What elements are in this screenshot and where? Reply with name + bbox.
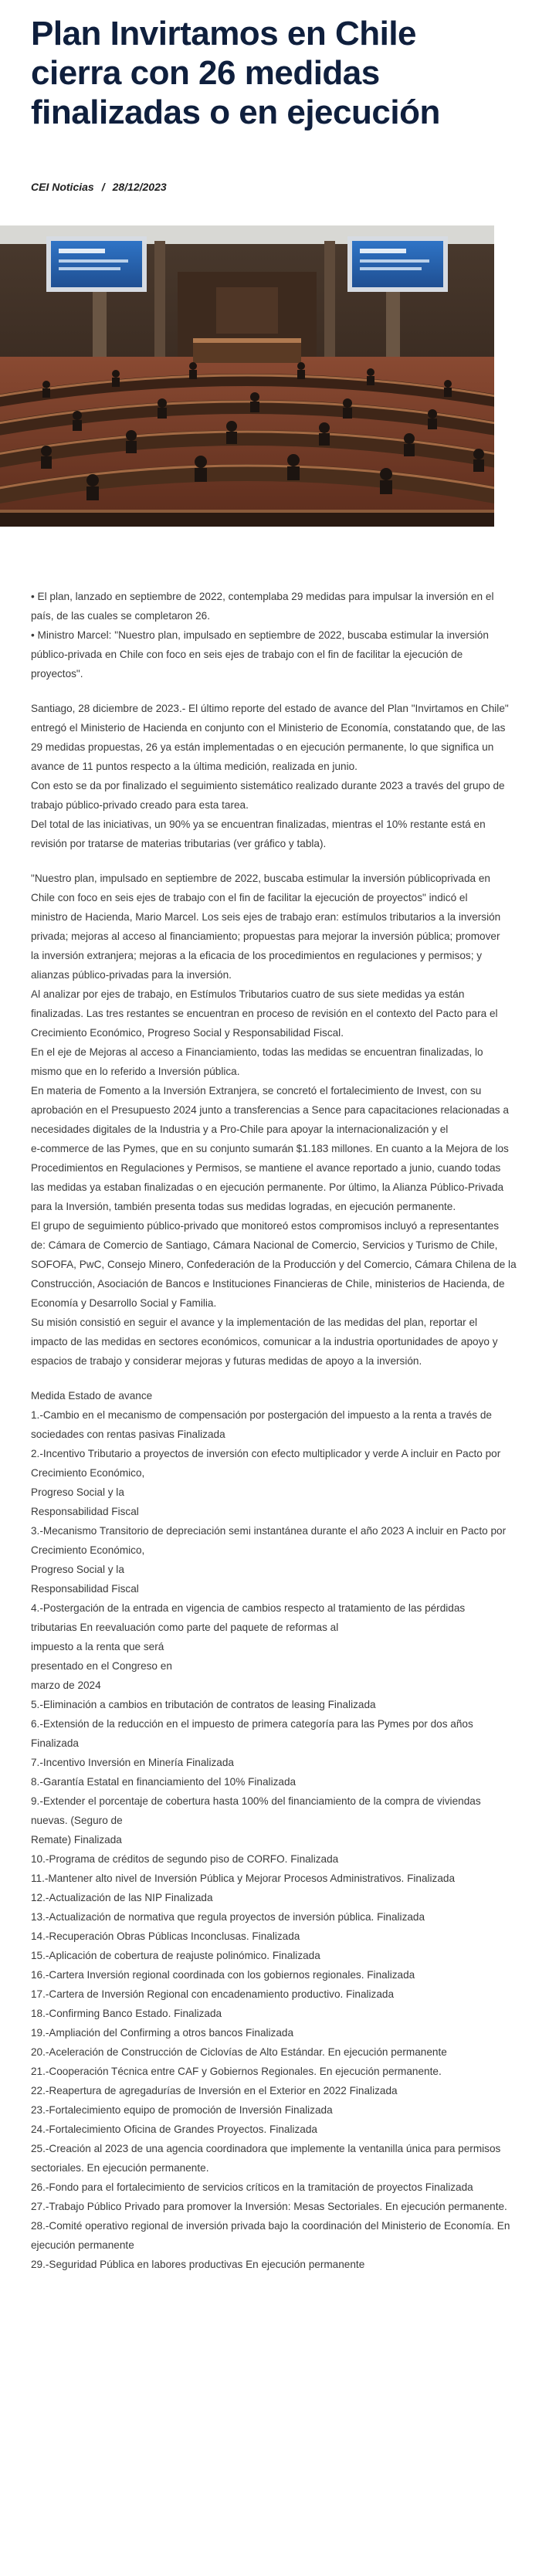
measure-line: 22.-Reapertura de agregadurías de Inversión en el Exterior en 2022 Finalizada	[31, 2085, 398, 2096]
article-title-line: finalizadas o en ejecución	[31, 93, 440, 131]
text-line: • Ministro Marcel: "Nuestro plan, impulsado en septiembre de 2022, buscaba estimular la inversión	[31, 629, 489, 641]
text-line: espacios de trabajo y considerar mejoras y futuras medidas de apoyo a la inversión.	[31, 1355, 422, 1367]
text-line: ministro de Hacienda, Mario Marcel. Los seis ejes de trabajo eran: estímulos tributarios a la inversión	[31, 911, 501, 923]
measure-line: impuesto a la renta que será	[31, 1641, 164, 1652]
measure-line: 13.-Actualización de normativa que regula proyectos de inversión pública. Finalizada	[31, 1911, 425, 1923]
measures-header: Medida Estado de avance	[31, 1390, 153, 1402]
measure-line: 17.-Cartera de Inversión Regional con encadenamiento productivo. Finalizada	[31, 1988, 395, 2000]
text-line: Construcción, Asociación de Bancos e Instituciones Financieras de Chile, ministerios de Hacienda, de	[31, 1278, 505, 1290]
text-line: En materia de Fomento a la Inversión Extranjera, se concretó el fortalecimiento de Invest, con su	[31, 1085, 482, 1096]
measure-line: 10.-Programa de créditos de segundo piso de CORFO. Finalizada	[31, 1853, 339, 1865]
text-line: finalizadas. Las tres restantes se encuentran en proceso de revisión en el contexto del Pacto para el	[31, 1008, 498, 1019]
measure-line: sociedades con rentas pasivas Finalizada	[31, 1429, 225, 1440]
article-title-line: cierra con 26 medidas	[31, 54, 380, 92]
measure-line: 12.-Actualización de las NIP Finalizada	[31, 1892, 213, 1903]
measure-line: marzo de 2024	[31, 1679, 101, 1691]
text-line: alianzas público-privadas para la inversión.	[31, 969, 232, 981]
measure-line: Responsabilidad Fiscal	[31, 1506, 139, 1517]
measure-line: 25.-Creación al 2023 de una agencia coordinadora que implemente la ventanilla única para permisos	[31, 2143, 501, 2154]
measure-line: 8.-Garantía Estatal en financiamiento del 10% Finalizada	[31, 1776, 297, 1788]
article-date: 28/12/2023	[112, 181, 167, 193]
text-line: público-privada en Chile con foco en seis ejes de trabajo con el fin de facilitar la ejecución de	[31, 649, 463, 660]
measure-line: 7.-Incentivo Inversión en Minería Finalizada	[31, 1757, 234, 1768]
measure-line: Remate) Finalizada	[31, 1834, 122, 1846]
measure-line: 24.-Fortalecimiento Oficina de Grandes Proyectos. Finalizada	[31, 2124, 317, 2135]
measure-line: Crecimiento Económico,	[31, 1467, 145, 1479]
intro-paragraph	[31, 699, 517, 853]
text-line: proyectos".	[31, 668, 83, 680]
text-line: revisión por tratarse de materias tributarias (ver gráfico y tabla).	[31, 838, 327, 849]
measure-line: 3.-Mecanismo Transitorio de depreciación semi instantánea durante el año 2023 A incluir en Pacto por	[31, 1525, 507, 1537]
text-line: mismo que en lo referido a Inversión pública.	[31, 1066, 240, 1077]
text-line: Con esto se da por finalizado el seguimiento sistemático realizado durante 2023 a través del grupo de	[31, 780, 505, 791]
article-source[interactable]: CEI Noticias	[31, 181, 94, 193]
text-line: SOFOFA, PwC, Consejo Minero, Confederación de la Producción y del Comercio, Cámara Chilena de la	[31, 1259, 517, 1270]
measure-line: Progreso Social y la	[31, 1486, 124, 1498]
measure-line: 6.-Extensión de la reducción en el impuesto de primera categoría para las Pymes por dos años	[31, 1718, 473, 1730]
meta-separator: /	[101, 181, 105, 193]
measure-line: sectoriales. En ejecución permanente.	[31, 2162, 209, 2174]
text-line: aprobación en el Presupuesto 2024 junto a transferencias a Sence para capacitaciones relacionadas a	[31, 1104, 509, 1116]
measure-line: presentado en el Congreso en	[31, 1660, 172, 1672]
measure-line: 9.-Extender el porcentaje de cobertura hasta 100% del financiamiento de la compra de viviendas	[31, 1795, 481, 1807]
measure-line: 16.-Cartera Inversión regional coordinada con los gobiernos regionales. Finalizada	[31, 1969, 415, 1981]
measure-line: 21.-Cooperación Técnica entre CAF y Gobiernos Regionales. En ejecución permanente.	[31, 2066, 442, 2077]
measure-line: 29.-Seguridad Pública en labores productivas En ejecución permanente	[31, 2259, 365, 2270]
article-title-line: Plan Invirtamos en Chile	[31, 15, 417, 53]
measure-line: 27.-Trabajo Público Privado para promover la Inversión: Mesas Sectoriales. En ejecución permanente.	[31, 2201, 507, 2212]
text-line: necesidades digitales de la Industria y a Pro-Chile para apoyar la internacionalización y el	[31, 1124, 449, 1135]
text-line: Su misión consistió en seguir el avance y la implementación de las medidas del plan, reportar el	[31, 1317, 478, 1328]
article-title	[31, 14, 525, 132]
measure-line: 23.-Fortalecimiento equipo de promoción de Inversión Finalizada	[31, 2104, 333, 2116]
measure-line: nuevas. (Seguro de	[31, 1815, 123, 1826]
measure-line: Crecimiento Económico,	[31, 1544, 145, 1556]
article-body	[31, 587, 517, 2290]
hero-image	[0, 225, 494, 527]
text-line: de: Cámara de Comercio de Santiago, Cámara Nacional de Comercio, Servicios y Turismo de Chile,	[31, 1239, 498, 1251]
text-line: Economía y Desarrollo Social y Familia.	[31, 1297, 217, 1309]
text-line: En el eje de Mejoras al acceso a Financiamiento, todas las medidas se encuentran finalizadas, lo	[31, 1046, 483, 1058]
text-line: Al analizar por ejes de trabajo, en Estímulos Tributarios cuatro de sus siete medidas ya están	[31, 988, 465, 1000]
measure-line: 4.-Postergación de la entrada en vigencia de cambios respecto al tratamiento de las pérdidas	[31, 1602, 466, 1614]
text-line: privada; mejoras al acceso al financiamiento; propuestas para mejorar la inversión pública; promover	[31, 930, 500, 942]
text-line: 29 medidas propuestas, 26 ya están implementadas o en ejecución permanente, lo que significa un	[31, 741, 494, 753]
measure-line: 2.-Incentivo Tributario a proyectos de inversión con efecto multiplicador y verde A incluir en Pacto por	[31, 1448, 501, 1459]
measure-line: 15.-Aplicación de cobertura de reajuste polinómico. Finalizada	[31, 1950, 320, 1961]
text-line: trabajo público-privado creado para esta tarea.	[31, 799, 249, 811]
text-line: Procedimientos en Regulaciones y Permisos, se mantiene el avance reportado a junio, cuando todas	[31, 1162, 501, 1174]
measure-line: 20.-Aceleración de Construcción de Ciclovías de Alto Estándar. En ejecución permanente	[31, 2046, 447, 2058]
text-line: • El plan, lanzado en septiembre de 2022, contemplaba 29 medidas para impulsar la inversión en el	[31, 591, 494, 602]
text-line: El grupo de seguimiento público-privado que monitoreó estos compromisos incluyó a representantes	[31, 1220, 500, 1232]
text-line: avance de 11 puntos respecto a la última medición, realizada en junio.	[31, 761, 358, 772]
text-line: para la Inversión, también presenta todas sus medidas logradas, en ejecución permanente.	[31, 1201, 456, 1212]
measure-line: 19.-Ampliación del Confirming a otros bancos Finalizada	[31, 2027, 294, 2039]
text-line: Del total de las iniciativas, un 90% ya se encuentran finalizadas, mientras el 10% restante está en	[31, 819, 486, 830]
measure-line: Progreso Social y la	[31, 1564, 124, 1575]
parliament-chamber-photo-icon	[0, 225, 494, 527]
measure-line: 11.-Mantener alto nivel de Inversión Pública y Mejorar Procesos Administrativos. Finalizada	[31, 1873, 456, 1884]
text-line: país, de las cuales se completaron 26.	[31, 610, 210, 622]
measure-line: ejecución permanente	[31, 2239, 134, 2251]
text-line: impacto de las medidas en sectores económicos, comunicar a la industria oportunidades de apoyo y	[31, 1336, 498, 1347]
text-line: e-commerce de las Pymes, que en su conjunto sumarán $1.183 millones. En cuanto a la Mejora de los	[31, 1143, 509, 1154]
measure-line: Responsabilidad Fiscal	[31, 1583, 139, 1595]
body-paragraphs	[31, 869, 517, 1371]
text-line: la inversión extranjera; mejoras a la eficacia de los procedimientos en regulaciones y permisos; y	[31, 950, 483, 961]
measure-line: 1.-Cambio en el mecanismo de compensación por postergación del impuesto a la renta a través de	[31, 1409, 492, 1421]
measure-line: 5.-Eliminación a cambios en tributación de contratos de leasing Finalizada	[31, 1699, 376, 1710]
measure-line: 18.-Confirming Banco Estado. Finalizada	[31, 2008, 222, 2019]
text-line: las medidas ya estaban finalizadas o en ejecución permanente. Por último, la Alianza Público-Privada	[31, 1181, 504, 1193]
measure-line: 28.-Comité operativo regional de inversión privada bajo la coordinación del Ministerio de Economía. En	[31, 2220, 510, 2232]
measure-line: 14.-Recuperación Obras Públicas Inconclusas. Finalizada	[31, 1930, 300, 1942]
text-line: entregó el Ministerio de Hacienda en conjunto con el Ministerio de Economía, constatando que, de las	[31, 722, 506, 734]
measure-line: tributarias En reevaluación como parte del paquete de reformas al	[31, 1622, 339, 1633]
text-line: "Nuestro plan, impulsado en septiembre de 2022, buscaba estimular la inversión públicoprivada en	[31, 873, 490, 884]
summary-bullets	[31, 587, 517, 683]
measure-line: Finalizada	[31, 1737, 79, 1749]
measure-line: 26.-Fondo para el fortalecimiento de servicios críticos en la tramitación de proyectos Finalizada	[31, 2181, 473, 2193]
text-line: Santiago, 28 diciembre de 2023.- El último reporte del estado de avance del Plan "Invirtamos en Chile"	[31, 703, 509, 714]
text-line: Chile con foco en seis ejes de trabajo con el fin de facilitar la ejecución de proyectos" indicó el	[31, 892, 468, 903]
article-meta	[31, 181, 167, 193]
measures-table	[31, 1386, 517, 2274]
text-line: Crecimiento Económico, Progreso Social y Responsabilidad Fiscal.	[31, 1027, 344, 1039]
